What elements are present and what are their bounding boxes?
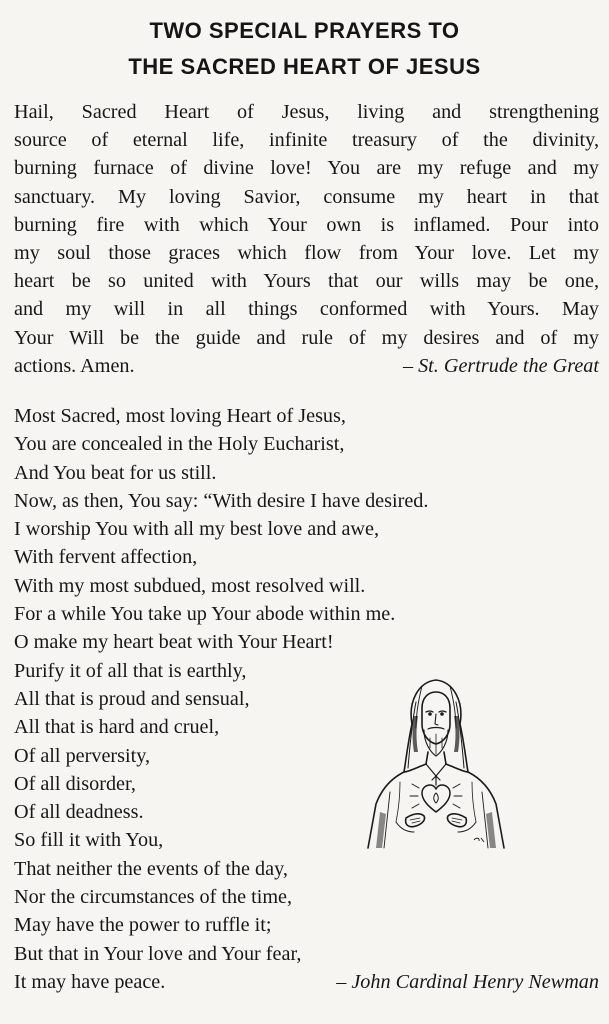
page-title-line-2: THE SACRED HEART OF JESUS — [128, 54, 481, 79]
prayer-line: So fill it with You, — [14, 829, 164, 852]
prayer-line: For a while You take up Your abode within me. — [14, 603, 396, 626]
prayer-line: my soul those graces which flow from Your love. Let my — [14, 241, 599, 264]
prayer-line: burning fire with which Your own is inflamed. Pour into — [14, 213, 599, 236]
prayer-line: Of all deadness. — [14, 801, 144, 824]
prayer-line: May have the power to ruffle it; — [14, 914, 272, 937]
prayer-line: All that is hard and cruel, — [14, 716, 220, 739]
prayer-line: All that is proud and sensual, — [14, 687, 250, 710]
prayer-line: Now, as then, You say: “With desire I have desired. — [14, 489, 429, 512]
prayer-line: But that in Your love and Your fear, — [14, 942, 302, 965]
prayer-line: Your Will be the guide and rule of my desires and of my — [14, 326, 599, 349]
prayer-line: Purify it of all that is earthly, — [14, 659, 247, 682]
prayer-line: With my most subdued, most resolved will. — [14, 574, 366, 597]
prayer-last-line — [14, 352, 599, 380]
sacred-heart-illustration-icon — [356, 672, 516, 852]
attribution: – John Cardinal Henry Newman — [336, 970, 599, 993]
prayer-line: That neither the events of the day, — [14, 857, 288, 880]
prayer-line: and my will in all things conformed with Yours. May — [14, 298, 599, 321]
prayer-line: actions. Amen. — [14, 354, 135, 377]
prayer-line: burning furnace of divine love! You are my refuge and my — [14, 157, 599, 180]
prayer-line: sanctuary. My loving Savior, consume my heart in that — [14, 185, 599, 208]
prayer-gertrude — [14, 98, 599, 380]
prayer-line: I worship You with all my best love and awe, — [14, 518, 380, 541]
page-title-line-1: TWO SPECIAL PRAYERS TO — [149, 18, 460, 43]
prayer-line: Of all perversity, — [14, 744, 151, 767]
prayer-line: Most Sacred, most loving Heart of Jesus, — [14, 405, 346, 427]
prayer-line: You are concealed in the Holy Eucharist, — [14, 433, 345, 456]
prayer-line: Nor the circumstances of the time, — [14, 886, 293, 909]
prayer-line: heart be so united with Yours that our wills may be one, — [14, 270, 599, 293]
attribution: – St. Gertrude the Great — [402, 354, 599, 377]
prayer-line: It may have peace. — [14, 970, 166, 993]
prayer-line: Hail, Sacred Heart of Jesus, living and strengthening — [14, 101, 599, 123]
prayer-line: source of eternal life, infinite treasury of the divinity, — [14, 129, 599, 152]
prayer-line: And You beat for us still. — [14, 461, 217, 484]
prayer-line: O make my heart beat with Your Heart! — [14, 631, 334, 654]
prayer-line: With fervent affection, — [14, 546, 198, 569]
prayer-last-line — [14, 968, 599, 996]
prayer-line: Of all disorder, — [14, 772, 136, 795]
